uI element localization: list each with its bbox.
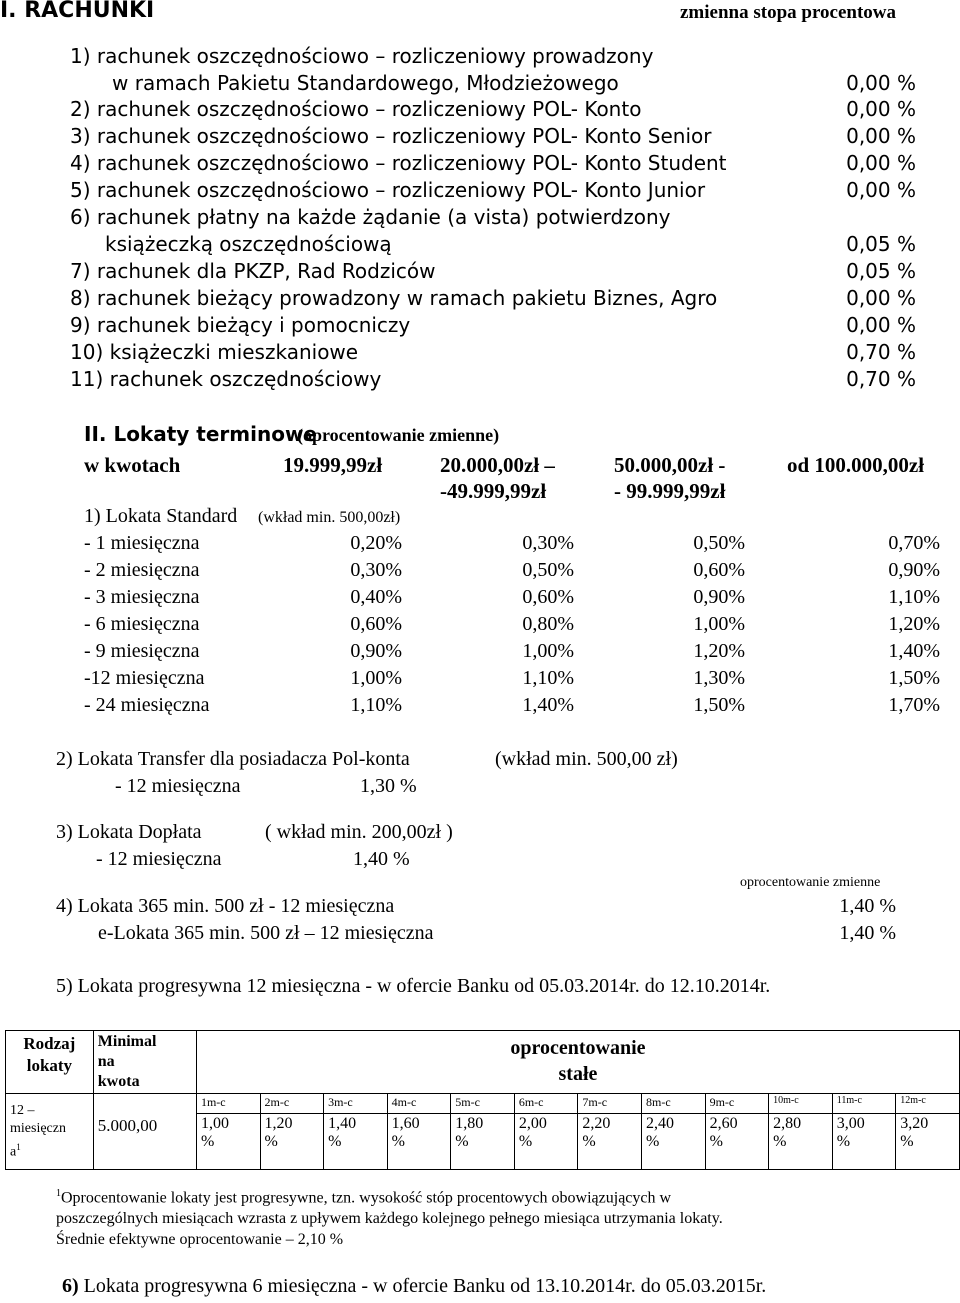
- rate-cell: [705, 1114, 769, 1170]
- term-label: - 24 miesięczna: [84, 694, 210, 716]
- rate-cell: 1,00%: [522, 640, 574, 662]
- lokata-standard-min: (wkład min. 500,00zł): [258, 509, 401, 526]
- rate-cell: 0,30%: [522, 532, 574, 554]
- lokata-doplata-rate: 1,40 %: [353, 848, 410, 870]
- month-header: 10m-c: [769, 1094, 833, 1114]
- month-header: 12m-c: [896, 1094, 960, 1114]
- rate-cell: 1,50%: [888, 667, 940, 689]
- term-label: - 2 miesięczna: [84, 559, 200, 581]
- pct-sign: %: [900, 1133, 914, 1150]
- account-label: 2) rachunek oszczędnościowo – rozliczeniowy POL- Konto: [70, 97, 642, 121]
- account-label: 11) rachunek oszczędnościowy: [70, 367, 382, 391]
- lokata-progresywna-12-title: 5) Lokata progresywna 12 miesięczna - w ofercie Banku od 05.03.2014r. do 12.10.2014r.: [56, 975, 771, 997]
- month-header: 9m-c: [705, 1094, 769, 1114]
- footnote: [56, 1183, 723, 1250]
- pct-sign: %: [773, 1133, 787, 1150]
- account-rate: 0,00 %: [846, 151, 916, 175]
- lokata-transfer-rate: 1,30 %: [360, 775, 417, 797]
- rate-value: 3,20: [900, 1115, 929, 1132]
- header-min-part: kwota: [97, 1073, 140, 1090]
- month-header: 1m-c: [196, 1094, 260, 1114]
- table-header-min-amount: [93, 1031, 196, 1094]
- header-rate-part: oprocentowanie: [510, 1037, 646, 1059]
- type-part: miesięczn: [10, 1121, 66, 1136]
- pct-sign: %: [200, 1133, 215, 1150]
- account-label: 6) rachunek płatny na każde żądanie (a vista) potwierdzony: [70, 205, 671, 229]
- rate-cell: 1,00%: [693, 613, 745, 635]
- account-rate: 0,00 %: [846, 286, 916, 310]
- header-rate-part: stałe: [558, 1063, 598, 1085]
- account-rate: 0,00 %: [846, 97, 916, 121]
- rate-cell: [196, 1114, 260, 1170]
- rate-cell: 1,10%: [522, 667, 574, 689]
- header-min-part: Minimal: [97, 1033, 157, 1050]
- amount-col-3-cont: - 99.999,99zł: [614, 479, 726, 503]
- rate-cell: 1,20%: [693, 640, 745, 662]
- pct-sign: %: [836, 1133, 851, 1150]
- rate-cell: 0,90%: [693, 586, 745, 608]
- month-header: 11m-c: [832, 1094, 896, 1114]
- month-header: 2m-c: [260, 1094, 324, 1114]
- rate-value: 1,40: [328, 1115, 357, 1132]
- rate-type-label: zmienna stopa procentowa: [680, 2, 897, 23]
- account-label: 8) rachunek bieżący prowadzony w ramach pakietu Biznes, Agro: [70, 286, 718, 310]
- rate-cell: [769, 1114, 833, 1170]
- rate-cell: [896, 1114, 960, 1170]
- rate-cell: 0,60%: [522, 586, 574, 608]
- pct-sign: %: [455, 1133, 469, 1150]
- section-title-accounts: I. RACHUNKI: [0, 0, 155, 23]
- lokata-doplata-title: 3) Lokata Dopłata: [56, 821, 202, 843]
- month-header: 3m-c: [324, 1094, 388, 1114]
- e-l365-rate: 1,40 %: [839, 922, 896, 944]
- lokata-progresywna-6: [62, 1275, 766, 1298]
- account-rate: 0,00 %: [846, 124, 916, 148]
- rate-value: 2,40: [645, 1115, 674, 1132]
- rate-cell: 1,20%: [888, 613, 940, 635]
- type-part: 12 –: [10, 1103, 35, 1118]
- rate-value: 2,00: [518, 1115, 547, 1132]
- footnote-line: [56, 1183, 723, 1208]
- rate-cell: 1,30%: [693, 667, 745, 689]
- rate-cell: 1,50%: [693, 694, 745, 716]
- lokata-transfer-min: (wkład min. 500,00 zł): [495, 748, 678, 770]
- account-label: 10) książeczki mieszkaniowe: [70, 340, 359, 364]
- pct-sign: %: [582, 1133, 596, 1150]
- account-label: 7) rachunek dla PKZP, Rad Rodziców: [70, 259, 436, 283]
- type-part: [10, 1138, 89, 1162]
- rate-cell: [451, 1114, 515, 1170]
- min-amount-cell: 5.000,00: [93, 1114, 196, 1170]
- rate-cell: 1,10%: [350, 694, 402, 716]
- rates-row: [6, 1114, 960, 1170]
- pct-sign: %: [391, 1133, 405, 1150]
- l365-rate-note: oprocentowanie zmienne: [740, 875, 881, 890]
- term-label: - 9 miesięczna: [84, 640, 200, 662]
- pct-sign: %: [518, 1133, 533, 1150]
- header-min-part: na: [97, 1053, 115, 1070]
- amount-col-2: 20.000,00zł –: [440, 453, 555, 477]
- lokata-transfer-term: - 12 miesięczna: [115, 775, 241, 797]
- rate-cell: 0,90%: [350, 640, 402, 662]
- account-rate: 0,00 %: [846, 313, 916, 337]
- rate-cell: 0,60%: [693, 559, 745, 581]
- account-rate: 0,05 %: [846, 232, 916, 256]
- account-label: 5) rachunek oszczędnościowo – rozliczeniowy POL- Konto Junior: [70, 178, 706, 202]
- rate-cell: 1,10%: [888, 586, 940, 608]
- rate-cell: 0,50%: [522, 559, 574, 581]
- footnote-line: Średnie efektywne oprocentowanie – 2,10 %: [56, 1231, 344, 1249]
- account-rate: 0,05 %: [846, 259, 916, 283]
- rate-cell: 0,30%: [350, 559, 402, 581]
- account-rate: 0,00 %: [846, 178, 916, 202]
- account-rate: 0,70 %: [846, 367, 916, 391]
- progressive-rates-table: [5, 1030, 960, 1170]
- table-type-cell: [6, 1094, 94, 1170]
- rate-cell: 0,40%: [350, 586, 402, 608]
- term-label: - 1 miesięczna: [84, 532, 200, 554]
- type-footnote-ref: 1: [16, 1142, 21, 1152]
- rate-cell: [324, 1114, 388, 1170]
- l365-label: 4) Lokata 365 min. 500 zł - 12 miesięczna: [56, 895, 395, 917]
- rate-cell: 1,40%: [888, 640, 940, 662]
- rate-cell: 0,80%: [522, 613, 574, 635]
- rate-value: 1,80: [455, 1115, 484, 1132]
- pct-sign: %: [709, 1133, 723, 1150]
- lokata-doplata-min: ( wkład min. 200,00zł ): [265, 821, 453, 843]
- section-title-deposits: II. Lokaty terminowe: [84, 422, 317, 446]
- rate-cell: [641, 1114, 705, 1170]
- footnote-line: poszczególnych miesiącach wzrasta z upływem każdego kolejnego pełnego miesiąca utrzymania lokaty.: [56, 1210, 723, 1228]
- month-header: 7m-c: [578, 1094, 642, 1114]
- pct-sign: %: [328, 1133, 342, 1150]
- footnote-marker: 1: [56, 1188, 61, 1199]
- term-label: - 6 miesięczna: [84, 613, 200, 635]
- rate-cell: [260, 1114, 324, 1170]
- account-label-cont: w ramach Pakietu Standardowego, Młodzieżowego: [112, 71, 619, 95]
- lokata-doplata-term: - 12 miesięczna: [96, 848, 222, 870]
- rate-cell: 0,90%: [888, 559, 940, 581]
- rate-cell: [514, 1114, 578, 1170]
- amount-col-2-cont: -49.999,99zł: [440, 479, 547, 503]
- deposits-rate-note: (oprocentowanie zmienne): [297, 425, 500, 445]
- lokata-transfer-title: 2) Lokata Transfer dla posiadacza Pol-konta: [56, 748, 410, 770]
- month-header: 6m-c: [514, 1094, 578, 1114]
- rate-value: 1,00: [200, 1115, 229, 1132]
- amount-col-3: 50.000,00zł -: [614, 453, 726, 477]
- rate-value: 1,60: [391, 1115, 420, 1132]
- rate-value: 1,20: [264, 1115, 293, 1132]
- rate-value: 2,80: [773, 1115, 802, 1132]
- rate-cell: 0,60%: [350, 613, 402, 635]
- month-header: 8m-c: [641, 1094, 705, 1114]
- lokata-progresywna-6-title: Lokata progresywna 6 miesięczna - w ofercie Banku od 13.10.2014r. do 05.03.2015r.: [78, 1275, 767, 1297]
- account-label: 9) rachunek bieżący i pomocniczy: [70, 313, 411, 337]
- pct-sign: %: [264, 1133, 278, 1150]
- rate-cell: [387, 1114, 451, 1170]
- rate-cell: [578, 1114, 642, 1170]
- lokata-progresywna-6-num: 6): [62, 1275, 79, 1297]
- amount-col-4: od 100.000,00zł: [787, 453, 925, 477]
- account-label: 3) rachunek oszczędnościowo – rozliczeniowy POL- Konto Senior: [70, 124, 712, 148]
- lokata-standard-title: 1) Lokata Standard: [84, 505, 238, 527]
- rate-cell: 1,40%: [522, 694, 574, 716]
- amount-col-1: 19.999,99zł: [283, 453, 383, 477]
- type-part-a: a: [10, 1144, 17, 1160]
- rate-value: 2,20: [582, 1115, 611, 1132]
- e-l365-label: e-Lokata 365 min. 500 zł – 12 miesięczna: [98, 922, 434, 944]
- month-header: 5m-c: [451, 1094, 515, 1114]
- account-rate: 0,00 %: [846, 71, 916, 95]
- term-label: - 3 miesięczna: [84, 586, 200, 608]
- rate-cell: 0,20%: [350, 532, 402, 554]
- min-amount-blank: [93, 1094, 196, 1114]
- rate-cell: 0,70%: [888, 532, 940, 554]
- account-rate: 0,70 %: [846, 340, 916, 364]
- term-label: -12 miesięczna: [84, 667, 205, 689]
- footnote-text: Oprocentowanie lokaty jest progresywne, tzn. wysokość stóp procentowych obowiązujących w: [61, 1189, 672, 1207]
- account-label: 4) rachunek oszczędnościowo – rozliczeniowy POL- Konto Student: [70, 151, 727, 175]
- table-header-type: Rodzaj lokaty: [6, 1031, 94, 1094]
- account-label: 1) rachunek oszczędnościowo – rozliczeniowy prowadzony: [70, 44, 654, 68]
- rate-cell: 1,00%: [350, 667, 402, 689]
- rate-value: 2,60: [709, 1115, 738, 1132]
- table-header-rate: [196, 1031, 959, 1094]
- month-header: 4m-c: [387, 1094, 451, 1114]
- amounts-label: w kwotach: [84, 453, 181, 477]
- l365-rate: 1,40 %: [839, 895, 896, 917]
- rate-cell: 0,50%: [693, 532, 745, 554]
- pct-sign: %: [645, 1133, 660, 1150]
- rate-cell: [832, 1114, 896, 1170]
- rate-cell: 1,70%: [888, 694, 940, 716]
- rate-value: 3,00: [836, 1115, 865, 1132]
- account-label-cont: książeczką oszczędnościową: [105, 232, 392, 256]
- months-row: [6, 1094, 960, 1114]
